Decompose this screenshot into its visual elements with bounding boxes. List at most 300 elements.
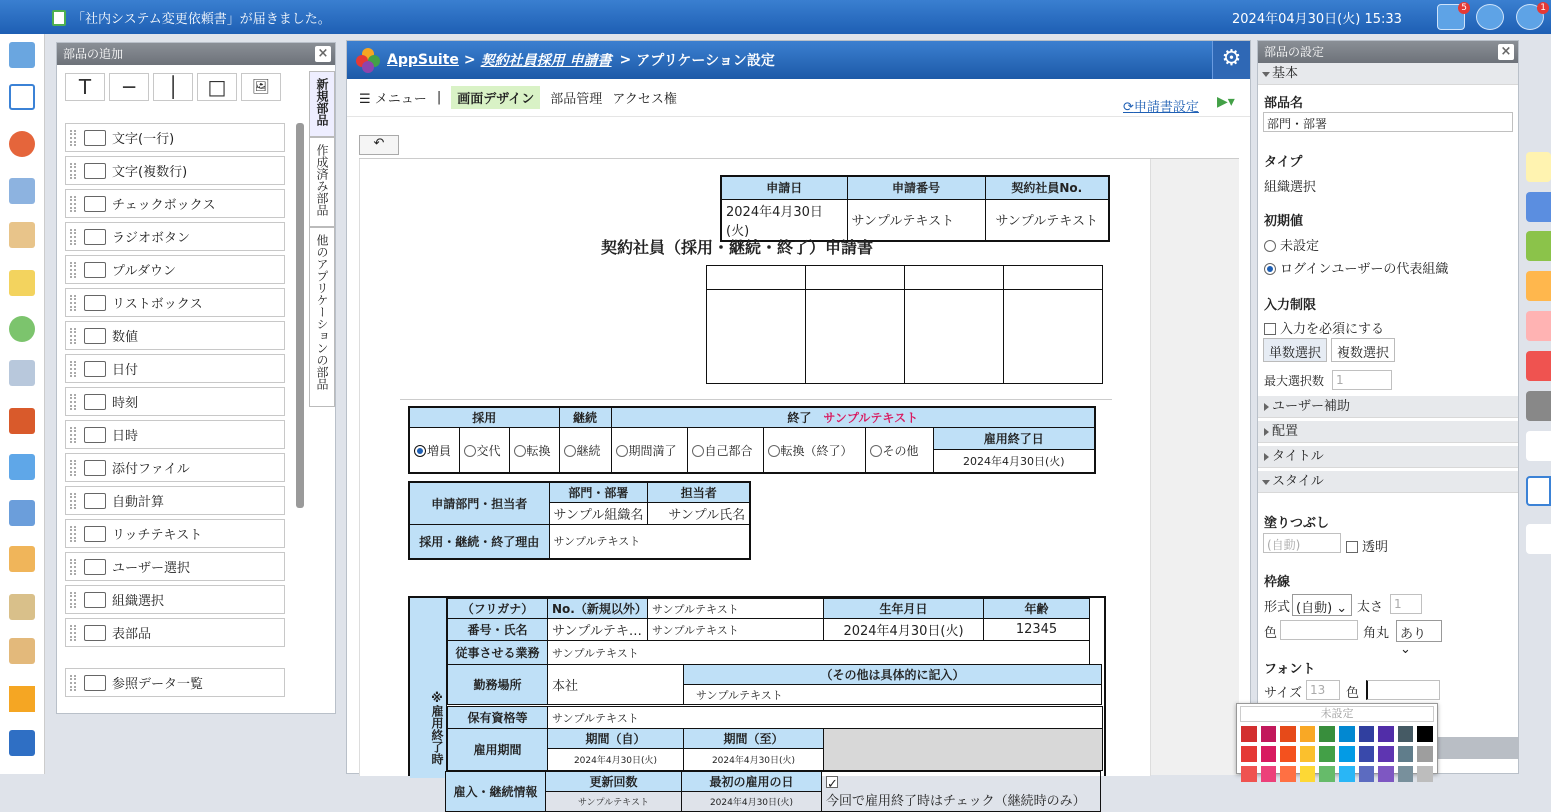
type-table: [408, 406, 1096, 474]
drag-handle-icon[interactable]: [70, 394, 76, 410]
fill-input[interactable]: (自動): [1263, 533, 1341, 553]
timecard-icon[interactable]: [9, 546, 35, 572]
tab-created-parts[interactable]: 作成済み部品: [309, 137, 335, 227]
color-swatch[interactable]: [1359, 746, 1375, 762]
part-item[interactable]: [65, 585, 285, 614]
tab-orange[interactable]: [1526, 271, 1551, 301]
parts-panel-header: [57, 43, 335, 65]
color-swatch[interactable]: [1261, 746, 1277, 762]
color-swatch[interactable]: [1280, 726, 1296, 742]
part-type-icon: [84, 625, 106, 641]
radio-icon[interactable]: [616, 445, 628, 457]
tab-parts-management[interactable]: 部品管理: [550, 92, 603, 107]
first-field[interactable]: 2024年4月30日(火): [682, 792, 822, 812]
appsuite-logo-icon: [355, 47, 381, 73]
header-table: [720, 175, 1110, 242]
part-item[interactable]: [65, 420, 285, 449]
stamp-cell[interactable]: [1004, 266, 1103, 290]
drag-handle-icon[interactable]: [70, 427, 76, 443]
parts-scrollbar[interactable]: [296, 123, 304, 508]
tab-screen-design[interactable]: 画面デザイン: [451, 86, 540, 109]
menu-button[interactable]: ☰ メニュー: [359, 92, 427, 107]
drag-handle-icon[interactable]: [70, 493, 76, 509]
color-swatch[interactable]: [1241, 746, 1257, 762]
text-tool[interactable]: T: [65, 73, 105, 101]
width-input[interactable]: 1: [1390, 594, 1422, 614]
color-swatch[interactable]: [1398, 766, 1414, 782]
image-tool[interactable]: 🖼: [241, 73, 281, 101]
breadcrumb-form[interactable]: 契約社員採用 申請書: [480, 53, 612, 69]
fill-label: 塗りつぶし: [1264, 516, 1330, 531]
part-item[interactable]: [65, 618, 285, 647]
part-item-label: 文字(複数行): [112, 165, 188, 180]
address-icon[interactable]: [9, 500, 35, 526]
drag-handle-icon[interactable]: [70, 460, 76, 476]
section-user-assist[interactable]: ユーザー補助: [1258, 396, 1518, 418]
parts-panel-title: 部品の追加: [63, 47, 124, 61]
info-table: [408, 481, 751, 560]
workflow-icon[interactable]: [9, 316, 35, 342]
menu-separator: |: [436, 90, 442, 105]
tab-access[interactable]: アクセス権: [612, 92, 677, 107]
part-item-label: 日時: [112, 429, 139, 444]
breadcrumb-current: アプリケーション設定: [636, 53, 775, 69]
end-checkbox[interactable]: ✓: [827, 776, 838, 792]
reason-label: 採用・継続・終了理由: [409, 525, 549, 559]
keizoku-header: 継続: [559, 407, 611, 428]
color-swatch[interactable]: [1280, 746, 1296, 762]
part-item[interactable]: [65, 453, 285, 482]
part-item-label: 数値: [112, 330, 139, 345]
renew-table: [445, 771, 1101, 812]
pencil-icon[interactable]: [1526, 431, 1551, 461]
part-name-label: 部品名: [1264, 96, 1304, 111]
work-label: 従事させる業務: [448, 641, 548, 665]
checkbox-icon[interactable]: [1346, 541, 1358, 553]
part-item[interactable]: [65, 222, 285, 251]
saiyo-header: 採用: [409, 407, 559, 428]
tab-pink[interactable]: [1526, 311, 1551, 341]
drag-handle-icon[interactable]: [70, 361, 76, 377]
radio-icon[interactable]: [464, 445, 476, 457]
shuryo-header: 終了 サンプルテキスト: [611, 407, 1095, 428]
radio-icon[interactable]: [564, 445, 576, 457]
checkbox-icon[interactable]: [1264, 323, 1276, 335]
part-item[interactable]: [65, 552, 285, 581]
color-swatch[interactable]: [1417, 766, 1433, 782]
notification-text[interactable]: 「社内システム変更依頼書」が届きました。: [72, 12, 331, 27]
part-item-label: 組織選択: [112, 594, 165, 609]
width-label: 太さ: [1357, 600, 1384, 615]
right-sidebar: [1522, 34, 1551, 774]
color-swatch[interactable]: [1339, 766, 1355, 782]
notification-icon: [52, 10, 66, 26]
from-header: 期間（自）: [548, 729, 684, 749]
staff-no-header: 契約社員No.: [985, 176, 1109, 199]
drag-handle-icon[interactable]: [70, 262, 76, 278]
part-type-icon: [84, 394, 106, 410]
furigana-label: （フリガナ）: [448, 599, 548, 619]
part-item-label: 日付: [112, 363, 139, 378]
person-field[interactable]: サンプル氏名: [648, 503, 750, 525]
neo-icon[interactable]: [9, 730, 35, 756]
qual-table: [447, 706, 1103, 729]
no-header: No.（新規以外）: [548, 599, 648, 619]
other-field[interactable]: サンプルテキスト: [684, 685, 1102, 705]
vline-tool[interactable]: │: [153, 73, 193, 101]
type-radio-option[interactable]: 継続: [559, 428, 611, 474]
section-layout[interactable]: 配置: [1258, 421, 1518, 443]
radio-selected-icon[interactable]: [414, 445, 426, 457]
help-icon[interactable]: [1526, 476, 1551, 506]
part-item-label: ラジオボタン: [112, 231, 191, 246]
max-select-input[interactable]: 1: [1332, 370, 1392, 390]
age-field[interactable]: 12345: [984, 619, 1090, 641]
notify-badge: 5: [1458, 2, 1470, 14]
section-title[interactable]: タイトル: [1258, 446, 1518, 468]
multi-select-button[interactable]: 複数選択: [1331, 338, 1395, 362]
color-swatch[interactable]: [1417, 726, 1433, 742]
part-type-icon: [84, 295, 106, 311]
part-type-icon: [84, 493, 106, 509]
top-bar: [0, 0, 1551, 34]
count-field[interactable]: サンプルテキスト: [546, 792, 682, 812]
to-field[interactable]: 2024年4月30日(火): [684, 749, 824, 771]
part-item[interactable]: [65, 354, 285, 383]
limit-label: 入力制限: [1264, 298, 1317, 313]
part-item[interactable]: [65, 387, 285, 416]
period-label: 雇用期間: [448, 729, 548, 771]
drag-handle-icon[interactable]: [70, 526, 76, 542]
stamp-grid: [706, 265, 1103, 384]
design-main: [346, 40, 1251, 809]
radio-icon[interactable]: [514, 445, 526, 457]
color-swatch[interactable]: [1339, 746, 1355, 762]
drag-handle-icon[interactable]: [70, 295, 76, 311]
part-item[interactable]: [65, 255, 285, 284]
part-item-label: プルダウン: [112, 264, 176, 279]
part-item-label: 添付ファイル: [112, 462, 190, 477]
form-label: 形式: [1264, 600, 1291, 615]
place-label: 勤務場所: [448, 665, 548, 705]
end-time-side-label: ※雇用終了時: [410, 598, 447, 778]
part-type-icon: [84, 427, 106, 443]
stamp-cell[interactable]: [707, 266, 806, 290]
color-swatch[interactable]: [1398, 746, 1414, 762]
radio-icon[interactable]: [1264, 240, 1276, 252]
radio-selected-icon[interactable]: [1264, 263, 1276, 275]
renew-label: 雇入・継続情報: [446, 772, 546, 812]
drag-handle-icon[interactable]: [70, 229, 76, 245]
color-swatch[interactable]: [1261, 726, 1277, 742]
name-label: 番号・氏名: [448, 619, 548, 641]
color-swatch[interactable]: [1359, 726, 1375, 742]
apply-no-field[interactable]: サンプルテキスト: [847, 199, 985, 241]
person-header: 担当者: [648, 482, 750, 503]
facility-icon[interactable]: [9, 178, 35, 204]
parts-panel: [56, 42, 336, 714]
design-menu: [347, 79, 1250, 117]
box-tool[interactable]: □: [197, 73, 237, 101]
part-item-label: リストボックス: [112, 297, 203, 312]
birth-field[interactable]: 2024年4月30日(火): [824, 619, 984, 641]
part-name-input[interactable]: 部門・部署: [1263, 112, 1513, 132]
period-blank: [824, 729, 1103, 771]
stamp-cell[interactable]: [806, 266, 905, 290]
place-field[interactable]: 本社: [548, 665, 684, 705]
section-style[interactable]: スタイル: [1258, 471, 1518, 493]
apply-date-header: 申請日: [721, 176, 847, 199]
color-swatch[interactable]: [1280, 766, 1296, 782]
notification[interactable]: [52, 8, 331, 27]
dept-person-label: 申請部門・担当者: [409, 482, 549, 525]
drag-handle-icon[interactable]: [70, 592, 76, 608]
color-swatch[interactable]: [1319, 746, 1335, 762]
tab-red[interactable]: [1526, 351, 1551, 381]
employee-table: [447, 598, 1090, 665]
form-select[interactable]: (自動) ⌄: [1292, 594, 1352, 616]
color-swatch[interactable]: [1241, 766, 1257, 782]
app-sidebar: [0, 34, 45, 774]
drag-handle-icon[interactable]: [70, 675, 76, 691]
portal-icon[interactable]: [9, 42, 35, 68]
part-item[interactable]: [65, 519, 285, 548]
color-swatch[interactable]: [1378, 746, 1394, 762]
end-check[interactable]: ✓今回で雇用終了時はチェック（継続時のみ）: [822, 772, 1101, 812]
part-item[interactable]: [65, 321, 285, 350]
to-header: 期間（至）: [684, 729, 824, 749]
border-color-input[interactable]: [1280, 620, 1358, 640]
required-option[interactable]: 入力を必須にする: [1264, 318, 1384, 337]
stamp-cell[interactable]: [1004, 290, 1103, 384]
datetime: 2024年04月30日(火) 15:33: [1232, 12, 1402, 27]
part-item[interactable]: [65, 288, 285, 317]
section-basic[interactable]: 基本: [1258, 63, 1518, 85]
cabinet-icon[interactable]: [9, 408, 35, 434]
color-swatch[interactable]: [1378, 726, 1394, 742]
part-item-label: 表部品: [112, 627, 152, 642]
init-label: 初期値: [1264, 214, 1304, 229]
drag-handle-icon[interactable]: [70, 625, 76, 641]
settings-title: 部品の設定: [1264, 45, 1325, 59]
font-color-input[interactable]: [1366, 680, 1440, 700]
init-option-login-org[interactable]: ログインユーザーの代表組織: [1264, 258, 1448, 277]
color-swatch[interactable]: [1300, 766, 1316, 782]
other-header: （その他は具体的に記入）: [684, 665, 1102, 685]
main-header: [347, 41, 1250, 79]
period-table: [447, 728, 1103, 771]
name-kana-field[interactable]: サンプルテキスト: [648, 619, 824, 641]
corner-select[interactable]: あり ⌄: [1396, 620, 1442, 642]
hline-tool[interactable]: ─: [109, 73, 149, 101]
form-title: 契約社員（採用・継続・終了）申請書: [601, 238, 874, 257]
type-radio-option[interactable]: 転換: [509, 428, 559, 474]
user-badge: 1: [1537, 2, 1549, 14]
form-sheet: [359, 159, 1151, 809]
count-header: 更新回数: [546, 772, 682, 792]
stamp-cell[interactable]: [905, 266, 1004, 290]
place-table: [447, 664, 1102, 705]
color-palette: [1236, 703, 1438, 774]
single-select-button[interactable]: 単数選択: [1263, 338, 1327, 362]
qual-field[interactable]: サンプルテキスト: [548, 707, 1103, 729]
part-item-label: 自動計算: [112, 495, 165, 510]
radio-icon[interactable]: [768, 445, 780, 457]
layout-tools: [65, 73, 281, 101]
part-item-label: 参照データ一覧: [112, 677, 204, 692]
type-radio-option[interactable]: 増員: [409, 428, 459, 474]
from-field[interactable]: 2024年4月30日(火): [548, 749, 684, 771]
radio-icon[interactable]: [870, 445, 882, 457]
part-type-icon: [84, 196, 106, 212]
chat-icon[interactable]: [1476, 4, 1504, 30]
end-date-field[interactable]: 2024年4月30日(火): [962, 455, 1065, 468]
corner-label: 角丸: [1363, 626, 1390, 641]
apply-date-field[interactable]: 2024年4月30日(火): [721, 199, 847, 241]
drag-handle-icon[interactable]: [70, 163, 76, 179]
breadcrumb-appsuite[interactable]: AppSuite: [387, 52, 459, 68]
user-icon[interactable]: [1516, 4, 1544, 30]
size-input[interactable]: 13: [1306, 680, 1340, 700]
drag-handle-icon[interactable]: [70, 328, 76, 344]
alert-icon[interactable]: [9, 686, 35, 712]
appsuite-icon[interactable]: [9, 131, 35, 157]
tab-gray[interactable]: [1526, 391, 1551, 421]
antenna-icon[interactable]: [1437, 4, 1465, 30]
settings-footer: [1438, 737, 1519, 759]
report-icon[interactable]: [9, 360, 35, 386]
memo-icon[interactable]: [9, 270, 35, 296]
size-label: サイズ: [1264, 686, 1302, 701]
part-type-icon: [84, 592, 106, 608]
type-radio-option[interactable]: 期間満了: [611, 428, 687, 474]
breadcrumb-sep: >: [619, 52, 632, 68]
apply-no-header: 申請番号: [847, 176, 985, 199]
init-option-none[interactable]: 未設定: [1264, 235, 1319, 254]
support-icon[interactable]: [1526, 524, 1551, 554]
employee-block: [408, 596, 1106, 776]
part-type-icon: [84, 675, 106, 691]
color-swatch[interactable]: [1378, 766, 1394, 782]
type-value: 組織選択: [1264, 180, 1317, 195]
part-type-icon: [84, 130, 106, 146]
part-type-icon: [84, 559, 106, 575]
border-label: 枠線: [1264, 575, 1291, 590]
border-color-label: 色: [1264, 626, 1278, 641]
close-icon[interactable]: ×: [315, 46, 331, 62]
part-type-icon: [84, 262, 106, 278]
breadcrumb-sep: >: [463, 52, 476, 68]
calendar-icon[interactable]: [9, 84, 35, 110]
mail-icon[interactable]: [9, 454, 35, 480]
work-field[interactable]: サンプルテキスト: [548, 641, 1090, 665]
dept-header: 部門・部署: [549, 482, 648, 503]
color-swatch[interactable]: [1359, 766, 1375, 782]
drag-handle-icon[interactable]: [70, 130, 76, 146]
color-swatch[interactable]: [1300, 746, 1316, 762]
part-item-label: チェックボックス: [112, 198, 216, 213]
settings-panel: [1257, 40, 1519, 774]
color-swatch[interactable]: [1241, 726, 1257, 742]
part-type-icon: [84, 229, 106, 245]
run-icon[interactable]: ▶▾: [1217, 94, 1235, 110]
tab-new-parts[interactable]: 新規部品: [309, 71, 335, 137]
no-field[interactable]: サンプルテキスト: [648, 599, 824, 619]
radio-icon[interactable]: [692, 445, 704, 457]
birth-header: 生年月日: [824, 599, 984, 619]
undo-button[interactable]: ↶: [359, 135, 399, 155]
first-header: 最初の雇用の日: [682, 772, 822, 792]
part-type-icon: [84, 328, 106, 344]
color-swatch[interactable]: [1319, 726, 1335, 742]
type-radio-option[interactable]: その他: [865, 428, 933, 474]
tab-green[interactable]: [1526, 231, 1551, 261]
part-item[interactable]: [65, 189, 285, 218]
max-select-label: 最大選択数: [1264, 374, 1325, 388]
sticky-note-icon[interactable]: [1526, 152, 1551, 182]
part-item-label: ユーザー選択: [112, 561, 191, 576]
type-label: タイプ: [1264, 155, 1303, 170]
color-swatch[interactable]: [1417, 746, 1433, 762]
tab-blue[interactable]: [1526, 192, 1551, 222]
tab-other-app-parts[interactable]: 他のアプリケーションの部品: [309, 227, 335, 407]
part-item-label: 文字(一行): [112, 132, 175, 147]
archive-icon[interactable]: [9, 594, 35, 620]
name-field[interactable]: サンプルテキ…: [548, 619, 648, 641]
font-label: フォント: [1264, 662, 1316, 677]
design-canvas: [359, 158, 1239, 809]
todo-icon[interactable]: [9, 222, 35, 248]
color-swatch[interactable]: [1300, 726, 1316, 742]
type-radio-option[interactable]: 転換（終了）: [763, 428, 865, 474]
font-color-label: 色: [1346, 686, 1360, 701]
gear-icon[interactable]: ⚙: [1212, 41, 1250, 79]
notebook-icon[interactable]: [9, 638, 35, 664]
color-swatch[interactable]: [1339, 726, 1355, 742]
type-radio-option[interactable]: 交代: [459, 428, 509, 474]
form-settings-link[interactable]: ⟳申請書設定: [1123, 100, 1199, 115]
part-item-label: 時刻: [112, 396, 139, 411]
transparent-option[interactable]: 透明: [1346, 536, 1388, 555]
reason-field[interactable]: サンプルテキスト: [549, 525, 750, 559]
color-swatch[interactable]: [1261, 766, 1277, 782]
qual-label: 保有資格等: [448, 707, 548, 729]
drag-handle-icon[interactable]: [70, 196, 76, 212]
part-type-icon: [84, 460, 106, 476]
stamp-cell[interactable]: [806, 290, 905, 384]
color-swatch[interactable]: [1398, 726, 1414, 742]
part-type-icon: [84, 163, 106, 179]
type-radio-option[interactable]: 自己都合: [687, 428, 763, 474]
part-item[interactable]: [65, 123, 285, 152]
part-item[interactable]: [65, 668, 285, 697]
no-color-option[interactable]: 未設定: [1240, 706, 1434, 722]
end-date-header: 雇用終了日: [934, 428, 1095, 450]
settings-header: [1258, 41, 1518, 63]
staff-no-field[interactable]: サンプルテキスト: [985, 199, 1109, 241]
color-swatch[interactable]: [1319, 766, 1335, 782]
stamp-cell[interactable]: [905, 290, 1004, 384]
divider: [400, 399, 1112, 400]
stamp-cell[interactable]: [707, 290, 806, 384]
part-item[interactable]: [65, 486, 285, 515]
part-type-icon: [84, 526, 106, 542]
dept-field[interactable]: サンプル組織名: [549, 503, 648, 525]
part-item-label: リッチテキスト: [112, 528, 203, 543]
drag-handle-icon[interactable]: [70, 559, 76, 575]
close-icon[interactable]: ×: [1498, 44, 1514, 60]
part-item[interactable]: [65, 156, 285, 185]
